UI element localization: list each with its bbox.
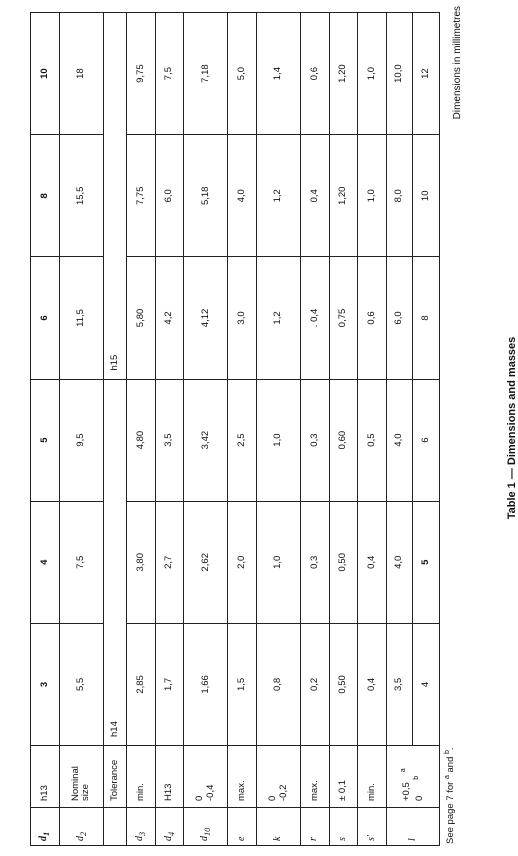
value-cell: 5,5 (59, 623, 103, 745)
row-symbol: s (336, 837, 348, 841)
value-cell: 1,5 (228, 623, 257, 745)
value-cell: 0,50 (329, 623, 358, 745)
table-row (256, 13, 300, 846)
value-cell: 2,5 (228, 379, 257, 501)
table-row-l-upper (386, 13, 412, 846)
row-symbol-subscript: 2 (78, 831, 88, 836)
value-cell: 2,62 (184, 501, 228, 623)
value-cell: 4,0 (386, 379, 412, 501)
value-cell: 10,0 (386, 13, 412, 135)
table-row (358, 13, 387, 846)
value-cell: 1,20 (329, 135, 358, 257)
value-cell: 6 (413, 379, 440, 501)
footnote-end: . (445, 747, 457, 751)
table-row (184, 13, 228, 846)
tolerance-lower: -0,4 (204, 784, 216, 801)
units-note: Dimensions in millimetres (452, 6, 463, 120)
size-header: 10 (31, 13, 60, 135)
value-cell: 2,85 (126, 623, 155, 745)
header-row (31, 13, 60, 846)
header-qualifier: h13 (31, 746, 60, 808)
tolerance-lower: -0,2 (277, 784, 289, 801)
row-symbol: s' (365, 834, 377, 841)
value-cell: 7,5 (59, 501, 103, 623)
value-cell: 8 (413, 257, 440, 379)
value-cell: 5,0 (228, 13, 257, 135)
row-qualifier: max. (228, 746, 257, 808)
row-qualifier (386, 746, 439, 808)
row-symbol: d (162, 836, 174, 841)
row-symbol-cell (386, 808, 439, 846)
tolerance-stack (195, 785, 216, 801)
value-cell: 9,75 (126, 13, 155, 135)
value-cell: 0,4 (358, 501, 387, 623)
row-symbol-cell (256, 808, 300, 846)
value-cell: 6,0 (155, 135, 184, 257)
value-cell: 1,0 (358, 135, 387, 257)
value-cell: 9,5 (59, 379, 103, 501)
row-symbol-cell (358, 808, 387, 846)
value-cell: 0,3 (301, 501, 330, 623)
row-qualifier: Tolerance (103, 746, 126, 808)
tolerance-value: h15 (103, 13, 126, 380)
value-cell: 4,0 (228, 135, 257, 257)
footnote-text: See page 7 for (445, 779, 457, 844)
value-cell: 10 (413, 135, 440, 257)
value-cell: 7,75 (126, 135, 155, 257)
value-cell: 4,2 (155, 257, 184, 379)
row-symbol-subscript: 4 (166, 831, 176, 836)
row-symbol-cell (103, 808, 126, 846)
row-symbol-cell (126, 808, 155, 846)
row-qualifier (256, 746, 300, 808)
size-header: 3 (31, 623, 60, 745)
value-cell: 1,66 (184, 623, 228, 745)
row-symbol-subscript: 3 (138, 831, 148, 836)
value-cell: 1,20 (329, 13, 358, 135)
footnote-mark-a: a (400, 768, 408, 773)
table-row (329, 13, 358, 846)
tolerance-upper-value: +0,5 (401, 782, 413, 801)
row-qualifier: max. (301, 746, 330, 808)
value-cell: 4,12 (184, 257, 228, 379)
value-cell: 1,2 (256, 135, 300, 257)
value-cell: 1,2 (256, 257, 300, 379)
value-cell: 7,5 (155, 13, 184, 135)
row-symbol: r (308, 837, 320, 841)
value-cell: 4 (413, 623, 440, 745)
value-cell: 5 (413, 501, 440, 623)
value-cell: 0,4 (301, 135, 330, 257)
size-header: 4 (31, 501, 60, 623)
value-cell: 1,7 (155, 623, 184, 745)
value-cell: 7,18 (184, 13, 228, 135)
value-cell: 0,5 (358, 379, 387, 501)
table-caption: Table 1 — Dimensions and masses (506, 336, 518, 520)
table-row-l-lower (413, 13, 440, 846)
table-row (228, 13, 257, 846)
tolerance-upper: 0 (267, 795, 279, 801)
row-symbol: k (271, 836, 283, 841)
value-cell: 0,6 (301, 13, 330, 135)
row-qualifier (184, 746, 228, 808)
value-cell: 0,3 (301, 379, 330, 501)
header-symbol-cell (31, 808, 60, 846)
tolerance-upper: 0 (194, 795, 206, 801)
row-symbol-cell (155, 808, 184, 846)
value-cell: 1,0 (256, 501, 300, 623)
dimensions-table (30, 12, 440, 846)
value-cell: 2,7 (155, 501, 184, 623)
row-symbol-subscript: 10 (203, 827, 213, 836)
value-cell: 5,80 (126, 257, 155, 379)
table-row (126, 13, 155, 846)
value-cell: 3,5 (386, 623, 412, 745)
tolerance-value: h14 (103, 379, 126, 745)
value-cell: 0,8 (256, 623, 300, 745)
value-cell: 6,0 (386, 257, 412, 379)
value-cell: 4,0 (386, 501, 412, 623)
tolerance-stack (400, 768, 425, 801)
row-symbol: d (134, 836, 146, 841)
tolerance-lower-value: 0 (414, 795, 426, 801)
value-cell: 0,60 (329, 379, 358, 501)
value-cell: 0,2 (301, 623, 330, 745)
value-cell: 2,0 (228, 501, 257, 623)
table-row (301, 13, 330, 846)
size-header: 6 (31, 257, 60, 379)
row-symbol-cell (228, 808, 257, 846)
value-cell: 3,42 (184, 379, 228, 501)
size-header: 5 (31, 379, 60, 501)
row-symbol: e (235, 836, 247, 841)
value-cell: 3,0 (228, 257, 257, 379)
value-cell: . 0,4 (301, 257, 330, 379)
value-cell: 12 (413, 13, 440, 135)
value-cell: 0,6 (358, 257, 387, 379)
value-cell: 15,5 (59, 135, 103, 257)
value-cell: 1,0 (358, 13, 387, 135)
value-cell: 4,80 (126, 379, 155, 501)
symbol-d: d (38, 836, 50, 841)
value-cell: 3,5 (155, 379, 184, 501)
value-cell: 3,80 (126, 501, 155, 623)
table-row (59, 13, 103, 846)
tolerance-lower (413, 768, 426, 801)
footnote-mark-b: b (412, 775, 420, 780)
value-cell: 18 (59, 13, 103, 135)
value-cell: 8,0 (386, 135, 412, 257)
row-symbol-cell (301, 808, 330, 846)
row-qualifier: min. (126, 746, 155, 808)
table-row (103, 13, 126, 846)
footnote-and: and (445, 753, 457, 776)
symbol-subscript: 1 (42, 831, 52, 836)
value-cell: 1,0 (256, 379, 300, 501)
tolerance-upper (400, 768, 413, 801)
tolerance-stack (268, 785, 289, 801)
row-symbol-cell (329, 808, 358, 846)
row-symbol: d (199, 836, 211, 841)
footnote-mark-b: b (444, 750, 451, 754)
value-cell: 0,50 (329, 501, 358, 623)
row-qualifier: ± 0,1 (329, 746, 358, 808)
footnote-mark-a: a (444, 775, 451, 780)
row-qualifier: Nominal size (59, 746, 103, 808)
row-symbol-cell (184, 808, 228, 846)
row-symbol-cell (59, 808, 103, 846)
value-cell: 11,5 (59, 257, 103, 379)
row-qualifier: H13 (155, 746, 184, 808)
row-qualifier: min. (358, 746, 387, 808)
value-cell: 0,4 (358, 623, 387, 745)
value-cell: 1,4 (256, 13, 300, 135)
size-header: 8 (31, 135, 60, 257)
row-symbol: l (407, 838, 419, 841)
footnote (444, 747, 456, 844)
value-cell: 0,75 (329, 257, 358, 379)
row-symbol: d (74, 836, 86, 841)
table-row (155, 13, 184, 846)
value-cell: 5,18 (184, 135, 228, 257)
